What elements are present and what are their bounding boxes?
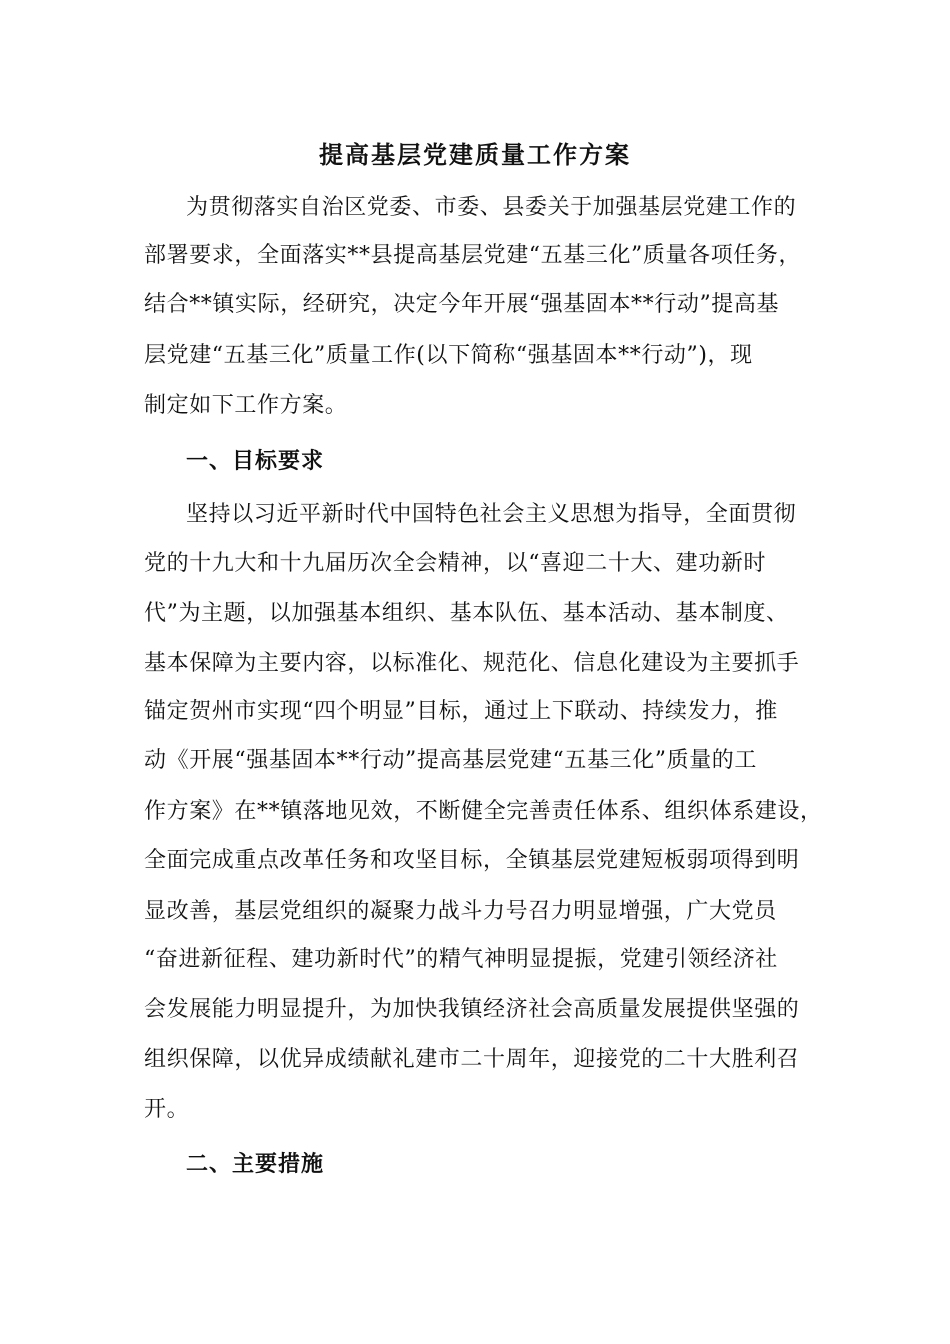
goals-line-7: 作方案》在**镇落地见效，不断健全完善责任体系、组织体系建设， [144,799,823,824]
goals-line-11: 会发展能力明显提升，为加快我镇经济社会高质量发展提供坚强的 [144,997,800,1022]
goals-line-10: “奋进新征程、建功新时代”的精气神明显提振，党建引领经济社 [144,947,778,972]
goals-line-2: 党的十九大和十九届历次全会精神，以“喜迎二十大、建功新时 [144,551,767,576]
intro-line-3: 结合**镇实际，经研究，决定今年开展“强基固本**行动”提高基 [144,292,780,317]
section-heading-goals: 一、目标要求 [186,448,325,474]
goals-line-8: 全面完成重点改革任务和攻坚目标，全镇基层党建短板弱项得到明 [144,848,800,873]
goals-line-12: 组织保障，以优异成绩献礼建市二十周年，迎接党的二十大胜利召 [144,1047,800,1072]
goals-line-5: 锚定贺州市实现“四个明显”目标，通过上下联动、持续发力，推 [144,699,778,724]
intro-line-5: 制定如下工作方案。 [144,393,348,418]
intro-line-4: 层党建“五基三化”质量工作(以下简称“强基固本**行动”)，现 [144,343,753,368]
goals-line-1: 坚持以习近平新时代中国特色社会主义思想为指导，全面贯彻 [186,502,797,527]
goals-line-4: 基本保障为主要内容，以标准化、规范化、信息化建设为主要抓手 [144,651,800,676]
section-heading-measures: 二、主要措施 [186,1151,325,1177]
goals-line-9: 显改善，基层党组织的凝聚力战斗力号召力明显增强，广大党员 [144,899,777,924]
intro-line-2: 部署要求，全面落实**县提高基层党建“五基三化”质量各项任务， [144,243,802,268]
goals-line-13: 开。 [144,1097,190,1122]
goals-line-3: 代”为主题，以加强基本组织、基本队伍、基本活动、基本制度、 [144,601,789,626]
intro-line-1: 为贯彻落实自治区党委、市委、县委关于加强基层党建工作的 [186,195,797,220]
document-title: 提高基层党建质量工作方案 [319,140,631,169]
goals-line-6: 动《开展“强基固本**行动”提高基层党建“五基三化”质量的工 [144,748,757,773]
